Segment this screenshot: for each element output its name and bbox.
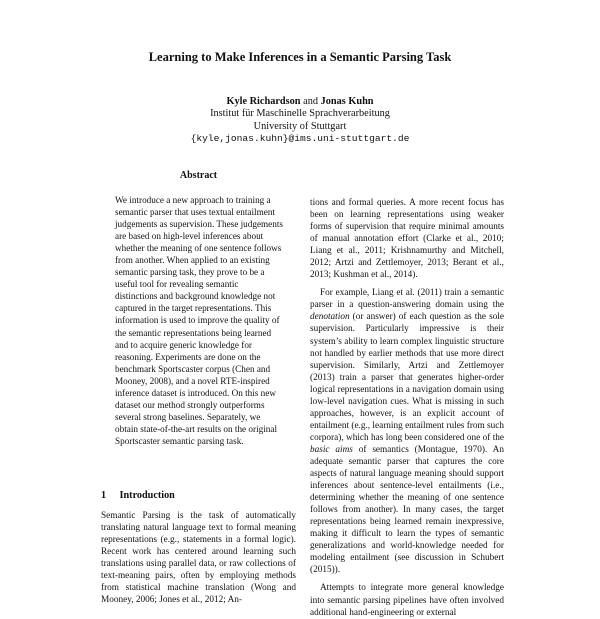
p2-emphasis-basic-aims: basic aims xyxy=(310,444,353,455)
paper-title: Learning to Make Inferences in a Semantic Parsing Task xyxy=(148,50,452,64)
introduction-paragraph: Semantic Parsing is the task of automatically translating natural language text to formal meaning representations (e.g., statements in a formal logic). Recent work has centered around learning such translations using parallel data, or raw collections of text-meaning pairs, often by employing methods from statistical machine translation (Wong and Mooney, 2006; Jones et al., 2012; An- xyxy=(101,511,296,606)
institute: Institut für Maschinelle Sprachverarbeitung xyxy=(210,108,390,120)
section-title: Introduction xyxy=(119,490,175,501)
author-name-2: Jonas Kuhn xyxy=(320,96,374,107)
p2-emphasis-denotation: denotation xyxy=(310,312,350,323)
p2-text-b: (or answer) of each question as the sole supervision. Particularly impressive is their system’s ability to learn complex linguistic structure not handled by earlier methods that use more direct supervision. Similarly, Artzi and Zettlemoyer (2013) train a parser that generates higher-order logical representations in a navigation domain using low-level navigation cues. What is missing in such approaches, however, is an explicit account of entailment (e.g., learning entailment rules from such corpora), which has long been considered one of the xyxy=(310,312,504,443)
right-paragraph-2 xyxy=(310,287,504,576)
section-number: 1 xyxy=(101,490,107,501)
right-paragraph-3: Attempts to integrate more general knowledge into semantic parsing pipelines have often involved additional hand-engineering or external xyxy=(310,583,504,618)
abstract-heading: Abstract xyxy=(179,170,218,181)
author-conjunction: and xyxy=(303,96,318,107)
abstract-text: We introduce a new approach to training a semantic parser that uses textual entailment judgements as supervision. These judgements are based on high-level inferences about whether the meaning of one sentence follows from another. When applied to an existing semantic parsing task, they prove to be a useful tool for revealing semantic distinctions and background knowledge not captured in the target representations. This information is used to improve the quality of the semantic representations being learned and to acquire generic knowledge for reasoning. Experiments are done on the benchmark Sportscaster corpus (Chen and Mooney, 2008), and a novel RTE-inspired inference dataset is introduced. On this new dataset our method strongly outperforms several strong baselines. Separately, we obtain state-of-the-art results on the original Sportscaster semantic parsing task. xyxy=(115,195,283,446)
university: University of Stuttgart xyxy=(253,120,347,132)
author-name-1: Kyle Richardson xyxy=(226,96,301,107)
right-paragraph-1: tions and formal queries. A more recent focus has been on learning representations using weaker forms of supervision that require minimal amounts of manual annotation effort (Clarke et al., 2010; Liang et al., 2011; Krishnamurthy and Mitchell, 2012; Artzi and Zettlemoyer, 2013; Berant et al., 2013; Kushman et al., 2014). xyxy=(310,198,504,281)
right-column xyxy=(310,197,504,619)
section-heading-introduction xyxy=(101,490,296,501)
author-line xyxy=(0,96,600,108)
p2-text-c: of semantics (Montague, 1970). An adequate semantic parser that captures the core aspects of natural language meaning should support inferences about sentence-level entailments (i.e., determining whether the meaning of one sentence follows from another). In many cases, the target representations being learned remain inexpressive, making it difficult to learn the types of semantic generalizations and world-knowledge needed for modeling entailment (see discussion in Schubert (2015)). xyxy=(310,444,504,576)
email: {kyle,jonas.kuhn}@ims.uni-stuttgart.de xyxy=(190,133,410,145)
author-block xyxy=(0,96,600,146)
p2-text-a: For example, Liang et al. (2011) train a semantic parser in a question-answering domain using the xyxy=(310,288,504,311)
